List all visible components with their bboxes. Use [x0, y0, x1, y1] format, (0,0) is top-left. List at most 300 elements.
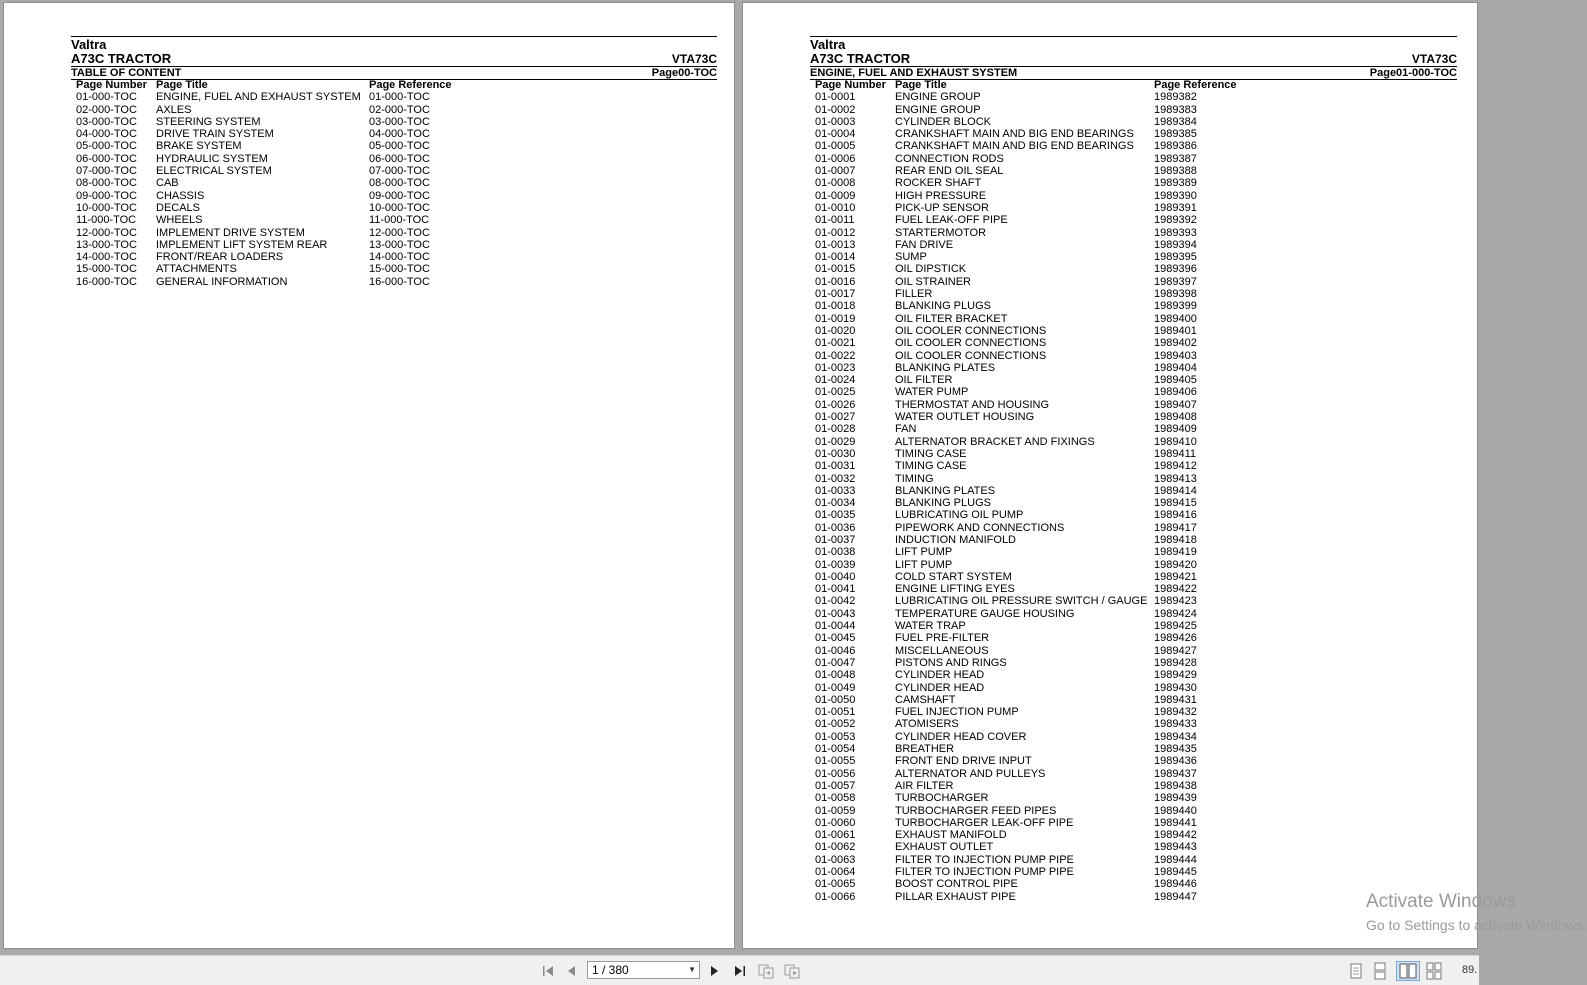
table-row — [815, 571, 1455, 583]
table-row — [815, 104, 1455, 116]
page-number-cell: 01-0014 — [815, 251, 856, 264]
page-reference-cell: 1989395 — [1154, 251, 1197, 264]
page-title-cell: FILTER TO INJECTION PUMP PIPE — [895, 866, 1074, 878]
page-title-cell: BLANKING PLATES — [895, 361, 996, 374]
two-page-continuous-icon[interactable] — [1425, 962, 1443, 980]
page-title-cell: OIL COOLER CONNECTIONS — [895, 349, 1047, 362]
table-row — [815, 116, 1455, 128]
page-number-cell: 01-0063 — [815, 853, 856, 866]
activation-watermark-subtitle: Go to Settings to activate Windows. — [1366, 917, 1587, 933]
table-row — [815, 485, 1455, 497]
page-number-cell: 01-0020 — [815, 324, 856, 337]
continuous-icon[interactable] — [1371, 962, 1389, 980]
page-title-cell: MISCELLANEOUS — [895, 644, 989, 657]
page-title-cell: DECALS — [156, 201, 201, 214]
table-row — [815, 140, 1455, 152]
prev-page-icon[interactable] — [563, 962, 581, 980]
page-reference-cell: 1989437 — [1154, 767, 1197, 780]
page-title-cell: OIL FILTER BRACKET — [895, 312, 1008, 325]
page-reference-cell: 1989429 — [1154, 669, 1197, 682]
page-number-cell: 09-000-TOC — [76, 189, 137, 202]
page-reference-cell: 1989435 — [1154, 743, 1197, 756]
page-number-cell: 04-000-TOC — [76, 128, 137, 141]
model-title: A73C TRACTOR — [71, 51, 172, 66]
page-reference-cell: 1989393 — [1154, 226, 1197, 239]
page-title-cell: CRANKSHAFT MAIN AND BIG END BEARINGS — [895, 128, 1134, 141]
document-page-left — [4, 3, 734, 948]
page-title-cell: ENGINE, FUEL AND EXHAUST SYSTEM — [156, 91, 361, 104]
page-number-cell: 01-0042 — [815, 595, 856, 608]
page-reference-cell: 1989386 — [1154, 140, 1197, 153]
page-title-cell: CYLINDER HEAD — [895, 669, 985, 682]
page-reference-cell: 1989433 — [1154, 718, 1197, 731]
first-page-icon[interactable] — [539, 962, 557, 980]
page-reference-cell: 1989434 — [1154, 730, 1197, 743]
page-number-cell: 01-0043 — [815, 607, 856, 620]
page-number-cell: 01-000-TOC — [76, 91, 137, 104]
page-title-cell: CYLINDER HEAD COVER — [895, 730, 1027, 743]
page-reference-cell: 13-000-TOC — [369, 238, 430, 251]
page-reference: Page00-TOC — [651, 67, 717, 79]
table-row — [815, 595, 1455, 607]
page-title-cell: REAR END OIL SEAL — [895, 165, 1004, 178]
page-number-cell: 01-0021 — [815, 337, 856, 350]
page-reference-cell: 1989418 — [1154, 533, 1197, 546]
table-row — [815, 362, 1455, 374]
table-row — [815, 276, 1455, 288]
page-number-cell: 01-0001 — [815, 91, 856, 104]
table-row — [815, 682, 1455, 694]
page-reference-cell: 1989407 — [1154, 398, 1197, 411]
table-row — [76, 227, 676, 239]
page-number-cell: 14-000-TOC — [76, 251, 137, 264]
page-number-cell: 10-000-TOC — [76, 201, 137, 214]
page-number-cell: 01-0047 — [815, 656, 856, 669]
page-title-cell: CONNECTION RODS — [895, 152, 1004, 165]
page-number-cell: 01-0027 — [815, 411, 856, 424]
page-number-cell: 01-0053 — [815, 730, 856, 743]
page-reference-cell: 09-000-TOC — [369, 189, 430, 202]
column-header: Page Title — [156, 79, 208, 91]
page-reference-cell: 1989436 — [1154, 755, 1197, 768]
table-row — [815, 386, 1455, 398]
page-title-cell: BOOST CONTROL PIPE — [895, 878, 1018, 891]
toc-table — [76, 79, 676, 288]
page-title-cell: FRONT END DRIVE INPUT — [895, 755, 1032, 768]
table-row — [76, 239, 676, 251]
page-title-cell: BLANKING PLUGS — [895, 497, 991, 510]
two-page-icon[interactable] — [1396, 961, 1420, 981]
header-rule — [810, 36, 1457, 37]
page-number-cell: 01-0013 — [815, 238, 856, 251]
page-reference-cell: 12-000-TOC — [369, 226, 430, 239]
viewer-toolbar — [0, 955, 1479, 985]
page-reference-cell: 1989387 — [1154, 152, 1197, 165]
table-row — [76, 214, 676, 226]
table-row — [815, 300, 1455, 312]
page-reference-cell: 1989396 — [1154, 263, 1197, 276]
page-reference-cell: 14-000-TOC — [369, 251, 430, 264]
page-reference-cell: 1989422 — [1154, 583, 1197, 596]
page-number-cell: 01-0044 — [815, 620, 856, 633]
page-title-cell: GENERAL INFORMATION — [156, 275, 288, 288]
page-reference-cell: 1989392 — [1154, 214, 1197, 227]
column-header: Page Number — [76, 79, 147, 91]
page-title-cell: OIL FILTER — [895, 374, 953, 387]
page-title-cell: FILTER TO INJECTION PUMP PIPE — [895, 853, 1074, 866]
table-row — [815, 792, 1455, 804]
page-reference-cell: 1989400 — [1154, 312, 1197, 325]
table-row — [815, 755, 1455, 767]
go-back-icon[interactable] — [757, 962, 775, 980]
page-number-cell: 13-000-TOC — [76, 238, 137, 251]
page-number-cell: 01-0005 — [815, 140, 856, 153]
page-number-cell: 01-0018 — [815, 300, 856, 313]
table-row — [76, 177, 676, 189]
page-reference-cell: 04-000-TOC — [369, 128, 430, 141]
page-reference-cell: 1989426 — [1154, 632, 1197, 645]
page-title-cell: TURBOCHARGER FEED PIPES — [895, 804, 1057, 817]
page-reference-cell: 1989444 — [1154, 853, 1197, 866]
page-reference-cell: 02-000-TOC — [369, 103, 430, 116]
page-number-cell: 01-0006 — [815, 152, 856, 165]
table-row — [815, 509, 1455, 521]
page-title-cell: SUMP — [895, 251, 927, 264]
page-number-cell: 01-0002 — [815, 103, 856, 116]
section-title: TABLE OF CONTENT — [71, 67, 182, 79]
table-row — [76, 202, 676, 214]
page-reference-cell: 1989401 — [1154, 324, 1197, 337]
chevron-down-icon[interactable]: ▼ — [688, 965, 696, 974]
column-header: Page Reference — [369, 79, 452, 91]
page-number-cell: 01-0045 — [815, 632, 856, 645]
page-title-cell: TIMING — [895, 472, 934, 485]
page-title-cell: STEERING SYSTEM — [156, 115, 261, 128]
page-number-cell: 01-0065 — [815, 878, 856, 891]
page-number-cell: 01-0008 — [815, 177, 856, 190]
table-row — [815, 866, 1455, 878]
page-reference-cell: 01-000-TOC — [369, 91, 430, 104]
page-title-cell: EXHAUST OUTLET — [895, 841, 994, 854]
page-title-cell: CYLINDER HEAD — [895, 681, 985, 694]
page-title-cell: HYDRAULIC SYSTEM — [156, 152, 268, 165]
table-row — [815, 645, 1455, 657]
table-row — [815, 620, 1455, 632]
table-row — [815, 780, 1455, 792]
page-number-cell: 01-0034 — [815, 497, 856, 510]
page-number-cell: 01-0031 — [815, 460, 856, 473]
page-title-cell: BLANKING PLUGS — [895, 300, 991, 313]
page-reference-cell: 1989432 — [1154, 706, 1197, 719]
page-reference-cell: 1989414 — [1154, 484, 1197, 497]
table-row — [815, 177, 1455, 189]
page-number-cell: 01-0024 — [815, 374, 856, 387]
column-header: Page Reference — [1154, 79, 1237, 91]
page-title-cell: ALTERNATOR BRACKET AND FIXINGS — [895, 435, 1095, 448]
page-title-cell: ENGINE LIFTING EYES — [895, 583, 1015, 596]
table-row — [815, 731, 1455, 743]
table-row — [815, 669, 1455, 681]
page-number-cell: 06-000-TOC — [76, 152, 137, 165]
page-number-cell: 01-0004 — [815, 128, 856, 141]
page-title-cell: DRIVE TRAIN SYSTEM — [156, 128, 274, 141]
page-title-cell: INDUCTION MANIFOLD — [895, 533, 1016, 546]
page-number-cell: 01-0007 — [815, 165, 856, 178]
model-code: VTA73C — [671, 52, 717, 66]
page-title-cell: LIFT PUMP — [895, 546, 953, 559]
page-title-cell: STARTERMOTOR — [895, 226, 987, 239]
table-row — [815, 436, 1455, 448]
page-number-cell: 01-0051 — [815, 706, 856, 719]
page-number-cell: 01-0055 — [815, 755, 856, 768]
page-reference-cell: 1989430 — [1154, 681, 1197, 694]
page-title-cell: FAN — [895, 423, 917, 436]
table-row — [76, 263, 676, 275]
page-reference-cell: 1989403 — [1154, 349, 1197, 362]
page-reference-cell: 1989412 — [1154, 460, 1197, 473]
page-number-cell: 01-0061 — [815, 829, 856, 842]
table-row — [815, 743, 1455, 755]
page-title-cell: FILLER — [895, 288, 933, 301]
page-number-cell: 01-0066 — [815, 890, 856, 903]
table-row — [815, 473, 1455, 485]
page-reference-cell: 1989420 — [1154, 558, 1197, 571]
page-reference-cell: 1989416 — [1154, 509, 1197, 522]
table-header-row — [76, 79, 676, 91]
column-header: Page Number — [815, 79, 886, 91]
page-title-cell: WATER OUTLET HOUSING — [895, 411, 1035, 424]
page-reference-cell: 1989411 — [1154, 447, 1197, 460]
page-title-cell: AIR FILTER — [895, 779, 954, 792]
page-number-cell: 08-000-TOC — [76, 177, 137, 190]
page-title-cell: BREATHER — [895, 743, 955, 756]
page-reference-cell: 1989446 — [1154, 878, 1197, 891]
page-title-cell: ROCKER SHAFT — [895, 177, 982, 190]
table-row — [815, 817, 1455, 829]
page-title-cell: FUEL PRE-FILTER — [895, 632, 990, 645]
page-number-cell: 02-000-TOC — [76, 103, 137, 116]
page-number-cell: 01-0009 — [815, 189, 856, 202]
page-number-cell: 01-0029 — [815, 435, 856, 448]
page-title-cell: CAB — [156, 177, 179, 190]
table-row — [815, 239, 1455, 251]
page-reference-cell: 1989424 — [1154, 607, 1197, 620]
page-title-cell: LUBRICATING OIL PRESSURE SWITCH / GAUGE — [895, 595, 1148, 608]
page-reference-cell: 1989383 — [1154, 103, 1197, 116]
page-reference-cell: 1989410 — [1154, 435, 1197, 448]
page-number-cell: 01-0022 — [815, 349, 856, 362]
page-title-cell: PISTONS AND RINGS — [895, 656, 1007, 669]
page-reference-cell: 1989399 — [1154, 300, 1197, 313]
page-reference-cell: 05-000-TOC — [369, 140, 430, 153]
page-number-cell: 01-0028 — [815, 423, 856, 436]
page-title-cell: PICK-UP SENSOR — [895, 201, 989, 214]
model-title: A73C TRACTOR — [810, 51, 911, 66]
page-title-cell: BLANKING PLATES — [895, 484, 996, 497]
page-number-cell: 01-0015 — [815, 263, 856, 276]
table-row — [815, 214, 1455, 226]
page-reference-cell: 1989397 — [1154, 275, 1197, 288]
page-title-cell: WATER PUMP — [895, 386, 969, 399]
page-title-cell: TURBOCHARGER — [895, 792, 989, 805]
table-row — [76, 128, 676, 140]
page-reference-cell: 1989419 — [1154, 546, 1197, 559]
model-code: VTA73C — [1411, 52, 1457, 66]
page-number-cell: 01-0048 — [815, 669, 856, 682]
page-title-cell: TIMING CASE — [895, 460, 967, 473]
page-title-cell: AXLES — [156, 103, 192, 116]
page-reference-cell: 1989385 — [1154, 128, 1197, 141]
next-page-icon[interactable] — [706, 962, 724, 980]
page-reference-cell: 1989438 — [1154, 779, 1197, 792]
page-reference-cell: 08-000-TOC — [369, 177, 430, 190]
page-reference-cell: 16-000-TOC — [369, 275, 430, 288]
page-number-cell: 15-000-TOC — [76, 263, 137, 276]
table-row — [76, 140, 676, 152]
column-header: Page Title — [895, 79, 947, 91]
page-reference-cell: 07-000-TOC — [369, 165, 430, 178]
page-reference-cell: 1989390 — [1154, 189, 1197, 202]
page-title-cell: FAN DRIVE — [895, 238, 954, 251]
page-number-cell: 01-0060 — [815, 816, 856, 829]
page-number-cell: 01-0040 — [815, 570, 856, 583]
page-title-cell: ATOMISERS — [895, 718, 959, 731]
table-row — [815, 448, 1455, 460]
page-number-cell: 01-0046 — [815, 644, 856, 657]
page-title-cell: ALTERNATOR AND PULLEYS — [895, 767, 1046, 780]
table-row — [815, 313, 1455, 325]
page-title-cell: LUBRICATING OIL PUMP — [895, 509, 1024, 522]
page-title-cell: ENGINE GROUP — [895, 103, 981, 116]
page-reference-cell: 1989445 — [1154, 866, 1197, 878]
page-reference-cell: 1989447 — [1154, 890, 1197, 903]
page-title-cell: HIGH PRESSURE — [895, 189, 987, 202]
page-title-cell: PILLAR EXHAUST PIPE — [895, 890, 1016, 903]
page-number-input[interactable] — [587, 961, 700, 979]
page-number-cell: 01-0019 — [815, 312, 856, 325]
page-number-cell: 01-0035 — [815, 509, 856, 522]
single-page-icon[interactable] — [1347, 962, 1365, 980]
page-title-cell: WHEELS — [156, 214, 203, 227]
page-title-cell: OIL DIPSTICK — [895, 263, 967, 276]
page-number-cell: 01-0016 — [815, 275, 856, 288]
table-row — [76, 190, 676, 202]
page-number-cell: 01-0026 — [815, 398, 856, 411]
table-row — [815, 632, 1455, 644]
page-reference-cell: 1989421 — [1154, 570, 1197, 583]
page-title-cell: CRANKSHAFT MAIN AND BIG END BEARINGS — [895, 140, 1134, 153]
page-number-cell: 01-0017 — [815, 288, 856, 301]
activation-watermark-title: Activate Windows — [1366, 891, 1516, 912]
table-row — [815, 190, 1455, 202]
page-title-cell: CHASSIS — [156, 189, 205, 202]
page-number-cell: 01-0030 — [815, 447, 856, 460]
page-indicator: 1 / 380 — [592, 963, 629, 977]
table-row — [815, 718, 1455, 730]
page-reference-cell: 1989398 — [1154, 288, 1197, 301]
table-row — [815, 768, 1455, 780]
page-number-cell: 01-0012 — [815, 226, 856, 239]
table-row — [815, 165, 1455, 177]
page-number-cell: 07-000-TOC — [76, 165, 137, 178]
page-number-cell: 12-000-TOC — [76, 226, 137, 239]
page-number-cell: 01-0059 — [815, 804, 856, 817]
page-reference-cell: 11-000-TOC — [369, 214, 430, 227]
parts-index-table — [815, 79, 1455, 903]
table-row — [815, 128, 1455, 140]
table-row — [815, 706, 1455, 718]
page-reference-cell: 1989409 — [1154, 423, 1197, 436]
page-reference-cell: 1989423 — [1154, 595, 1197, 608]
table-row — [815, 854, 1455, 866]
page-number-cell: 16-000-TOC — [76, 275, 137, 288]
table-row — [76, 116, 676, 128]
page-title-cell: IMPLEMENT LIFT SYSTEM REAR — [156, 238, 328, 251]
page-reference-cell: 1989388 — [1154, 165, 1197, 178]
page-title-cell: EXHAUST MANIFOLD — [895, 829, 1007, 842]
last-page-icon[interactable] — [731, 962, 749, 980]
table-row — [815, 583, 1455, 595]
page-number-cell: 01-0032 — [815, 472, 856, 485]
page-reference-cell: 15-000-TOC — [369, 263, 430, 276]
page-reference-cell: 1989425 — [1154, 620, 1197, 633]
page-title-cell: ENGINE GROUP — [895, 91, 981, 104]
page-number-cell: 01-0050 — [815, 693, 856, 706]
page-title-cell: TURBOCHARGER LEAK-OFF PIPE — [895, 816, 1074, 829]
table-row — [815, 411, 1455, 423]
table-row — [815, 350, 1455, 362]
table-row — [815, 251, 1455, 263]
page-number-cell: 05-000-TOC — [76, 140, 137, 153]
page-reference-cell: 1989402 — [1154, 337, 1197, 350]
page-title-cell: FUEL INJECTION PUMP — [895, 706, 1019, 719]
page-number-cell: 11-000-TOC — [76, 214, 137, 227]
page-title-cell: CAMSHAFT — [895, 693, 956, 706]
table-row — [815, 841, 1455, 853]
page-title-cell: IMPLEMENT DRIVE SYSTEM — [156, 226, 305, 239]
table-row — [815, 91, 1455, 103]
table-row — [815, 460, 1455, 472]
page-reference-cell: 1989440 — [1154, 804, 1197, 817]
page-reference-cell: 1989442 — [1154, 829, 1197, 842]
zoom-level[interactable]: 89. — [1462, 964, 1478, 976]
page-reference-cell: 1989394 — [1154, 238, 1197, 251]
page-reference-cell: 1989439 — [1154, 792, 1197, 805]
go-forward-icon[interactable] — [783, 962, 801, 980]
page-number-cell: 01-0037 — [815, 533, 856, 546]
page-reference-cell: 1989428 — [1154, 656, 1197, 669]
page-number-cell: 01-0023 — [815, 361, 856, 374]
page-number-cell: 01-0054 — [815, 743, 856, 756]
table-row — [815, 559, 1455, 571]
table-row — [76, 165, 676, 177]
table-row — [815, 534, 1455, 546]
page-reference-cell: 1989408 — [1154, 411, 1197, 424]
page-reference-cell: 1989391 — [1154, 201, 1197, 214]
page-number-cell: 01-0052 — [815, 718, 856, 731]
page-number-cell: 01-0011 — [815, 214, 855, 227]
page-number-cell: 01-0036 — [815, 521, 856, 534]
table-row — [815, 805, 1455, 817]
page-reference-cell: 1989404 — [1154, 361, 1197, 374]
page-title-cell: TIMING CASE — [895, 447, 967, 460]
table-row — [815, 694, 1455, 706]
table-row — [815, 325, 1455, 337]
brand-name: Valtra — [71, 37, 107, 52]
page-title-cell: PIPEWORK AND CONNECTIONS — [895, 521, 1065, 534]
page-title-cell: ATTACHMENTS — [156, 263, 237, 276]
page-number-cell: 01-0058 — [815, 792, 856, 805]
